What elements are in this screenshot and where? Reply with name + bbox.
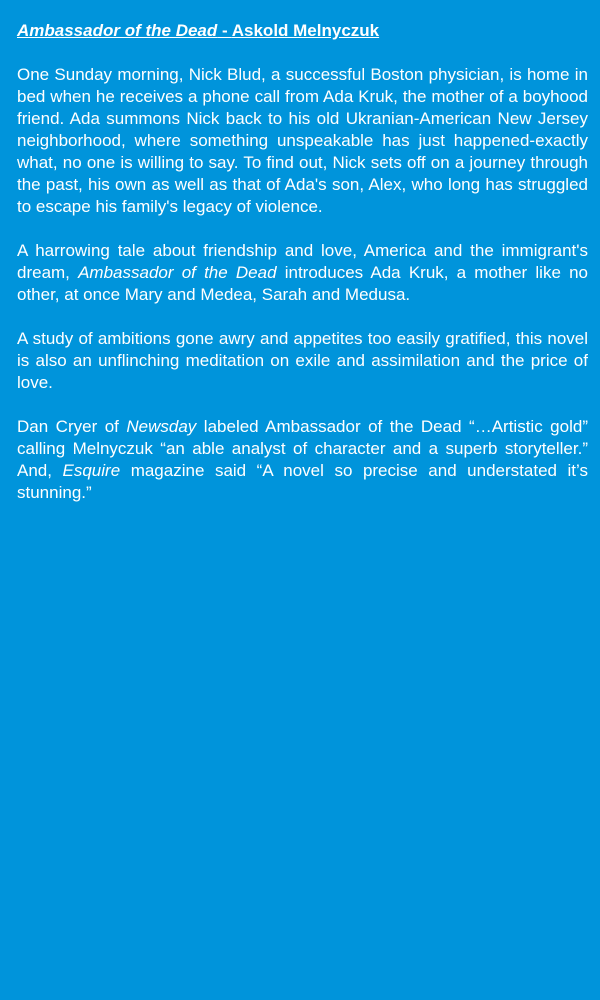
title-separator: - [217, 21, 232, 40]
publication-name: Esquire [62, 461, 121, 480]
synopsis-paragraph: One Sunday morning, Nick Blud, a successful Boston physician, is home in bed when he receives a phone call from Ada Kruk, the mother of a boyhood friend. Ada summons Nick back to his old Ukranian-American New Jersey neighborhood, where something unspeakable has just happened-exactly what, no one is willing to say. To find out, Nick sets off on a journey through the past, his own as well as that of Ada's son, Alex, who long has struggled to escape his family's legacy of violence. [17, 65, 588, 216]
themes-paragraph: A study of ambitions gone awry and appetites too easily gratified, this novel is also an unflinching meditation on exile and assimilation and the price of love. [17, 329, 588, 392]
publication-name: Newsday [126, 417, 197, 436]
tagline-paragraph [17, 240, 588, 306]
book-title-heading [17, 20, 588, 42]
paragraph-text: magazine said “A novel so precise and understated it’s stunning.” [17, 461, 588, 502]
paragraph-text: labeled Ambassador of the Dead “…Artistic gold” calling Melnyczuk “an able analyst of character and a superb storyteller.” And, [17, 417, 588, 480]
book-title-italic: Ambassador of the Dead [78, 263, 277, 282]
paragraph-text: Dan Cryer of [17, 417, 127, 436]
reviews-paragraph [17, 416, 588, 504]
book-description [17, 20, 588, 526]
paragraph-text: A harrowing tale about friendship and love, America and the immigrant's dream, [17, 241, 588, 282]
paragraph-text: introduces Ada Kruk, a mother like no other, at once Mary and Medea, Sarah and Medusa. [17, 263, 588, 304]
author-name: Askold Melnyczuk [231, 21, 380, 40]
book-title: Ambassador of the Dead [17, 21, 218, 40]
